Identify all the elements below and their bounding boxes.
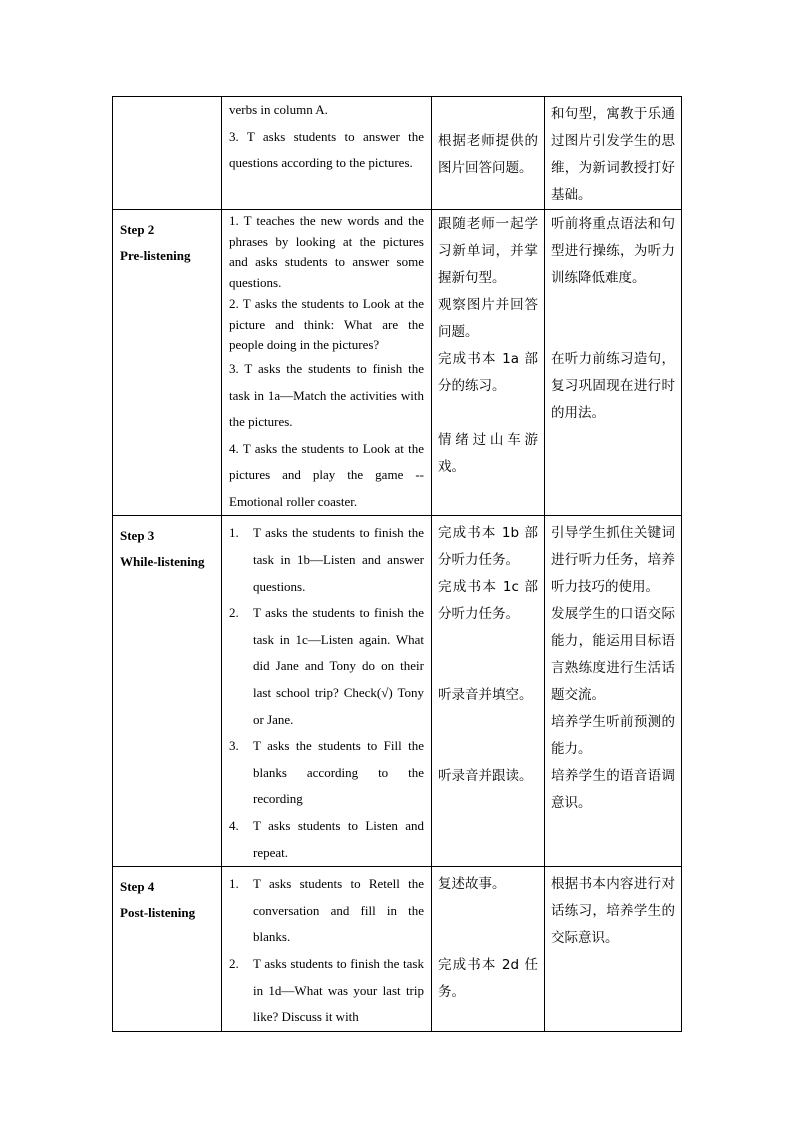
item-number: 2. xyxy=(229,955,239,971)
student-text: 完成书本 2d 任务。 xyxy=(438,957,538,1001)
item-number: 3. xyxy=(229,738,239,754)
purpose-text: 听前将重点语法和句型进行操练，为听力训练降低难度。 xyxy=(551,216,675,286)
step-title: Step 3 xyxy=(120,528,155,544)
step-title: Step 4 xyxy=(120,879,155,895)
activity-text: 4. T asks the students to Look at the pictures and play the game --Emotional roller coaster. xyxy=(229,440,424,509)
list-item xyxy=(229,951,424,1031)
step-cell xyxy=(113,210,222,516)
lesson-plan-table xyxy=(112,96,682,1032)
purpose-cell xyxy=(545,516,682,867)
student-text: 完成书本 1c 部分听力任务。 xyxy=(438,579,538,623)
teacher-activity-cell xyxy=(222,210,432,516)
purpose-text: 引导学生抓住关键词进行听力任务，培养听力技巧的使用。 xyxy=(551,525,675,596)
teacher-activity-cell xyxy=(222,516,432,867)
list-item xyxy=(229,733,424,813)
list-item xyxy=(229,520,424,600)
student-text: 听录音并跟读。 xyxy=(438,768,533,785)
activity-text: T asks the students to finish the task in 1c—Listen again. What did Jane and Tony do on their last school trip? Check(√) Tony or Jane. xyxy=(253,605,424,727)
student-text: 完成书本 1b 部分听力任务。 xyxy=(438,525,538,569)
purpose-text: 根据书本内容进行对话练习，培养学生的交际意识。 xyxy=(551,876,675,947)
item-number: 4. xyxy=(229,818,239,834)
student-text: 完成书本 1a 部分的练习。 xyxy=(438,351,538,394)
step-title: Step 2 xyxy=(120,222,155,237)
purpose-text: 发展学生的口语交际能力，能运用目标语言熟练度进行生活话题交流。 xyxy=(551,606,675,704)
student-text: 观察图片并回答问题。 xyxy=(438,297,538,340)
purpose-text: 和句型，寓教于乐通过图片引发学生的思维，为新词教授打好基础。 xyxy=(551,106,675,203)
activity-text: 3. T asks students to answer the questions according to the pictures. xyxy=(229,128,424,171)
student-activity-cell xyxy=(432,97,545,210)
activity-text: verbs in column A. xyxy=(229,102,328,117)
list-item xyxy=(229,871,424,951)
item-number: 1. xyxy=(229,876,239,892)
step-subtitle: Pre-listening xyxy=(120,248,191,263)
table-row xyxy=(113,97,682,210)
student-activity-cell xyxy=(432,516,545,867)
teacher-activity-cell xyxy=(222,867,432,1032)
item-number: 2. xyxy=(229,605,239,621)
student-text: 根据老师提供的图片回答问题。 xyxy=(438,133,538,176)
student-text: 跟随老师一起学习新单词，并掌握新句型。 xyxy=(438,216,538,286)
student-activity-cell xyxy=(432,867,545,1032)
activity-text: T asks students to Retell the conversation and fill in the blanks. xyxy=(253,876,424,945)
purpose-text: 培养学生的语音语调意识。 xyxy=(551,768,675,812)
step-subtitle: Post-listening xyxy=(120,905,196,921)
activity-text: 1. T teaches the new words and the phrases by looking at the pictures and asks students to answer some questions. xyxy=(229,213,424,291)
purpose-text: 培养学生听前预测的能力。 xyxy=(551,714,675,758)
step-subtitle: While-listening xyxy=(120,554,205,570)
step-cell xyxy=(113,867,222,1032)
activity-text: T asks the students to finish the task in 1b—Listen and answer questions. xyxy=(253,525,424,594)
student-text: 复述故事。 xyxy=(438,876,506,893)
purpose-cell xyxy=(545,97,682,210)
table-row xyxy=(113,210,682,516)
activity-text: 2. T asks the students to Look at the picture and think: What are the people doing in the pictures? xyxy=(229,295,424,353)
step-cell xyxy=(113,97,222,210)
item-number: 1. xyxy=(229,525,239,541)
student-activity-cell xyxy=(432,210,545,516)
table-row xyxy=(113,516,682,867)
activity-text: 3. T asks the students to finish the task in 1a—Match the activities with the pictures. xyxy=(229,360,424,430)
activity-text: T asks the students to Fill the blanks according to the recording xyxy=(253,738,424,807)
step-cell xyxy=(113,516,222,867)
activity-text: T asks students to finish the task in 1d—What was your last trip like? Discuss it with xyxy=(253,955,424,1025)
list-item xyxy=(229,813,424,866)
activity-text: T asks students to Listen and repeat. xyxy=(253,818,424,860)
student-text: 情绪过山车游戏。 xyxy=(438,432,538,475)
purpose-text: 在听力前练习造句，复习巩固现在进行时的用法。 xyxy=(551,351,675,421)
teacher-activity-cell xyxy=(222,97,432,210)
purpose-cell xyxy=(545,210,682,516)
table-row xyxy=(113,867,682,1032)
purpose-cell xyxy=(545,867,682,1032)
list-item xyxy=(229,600,424,733)
student-text: 听录音并填空。 xyxy=(438,687,533,704)
